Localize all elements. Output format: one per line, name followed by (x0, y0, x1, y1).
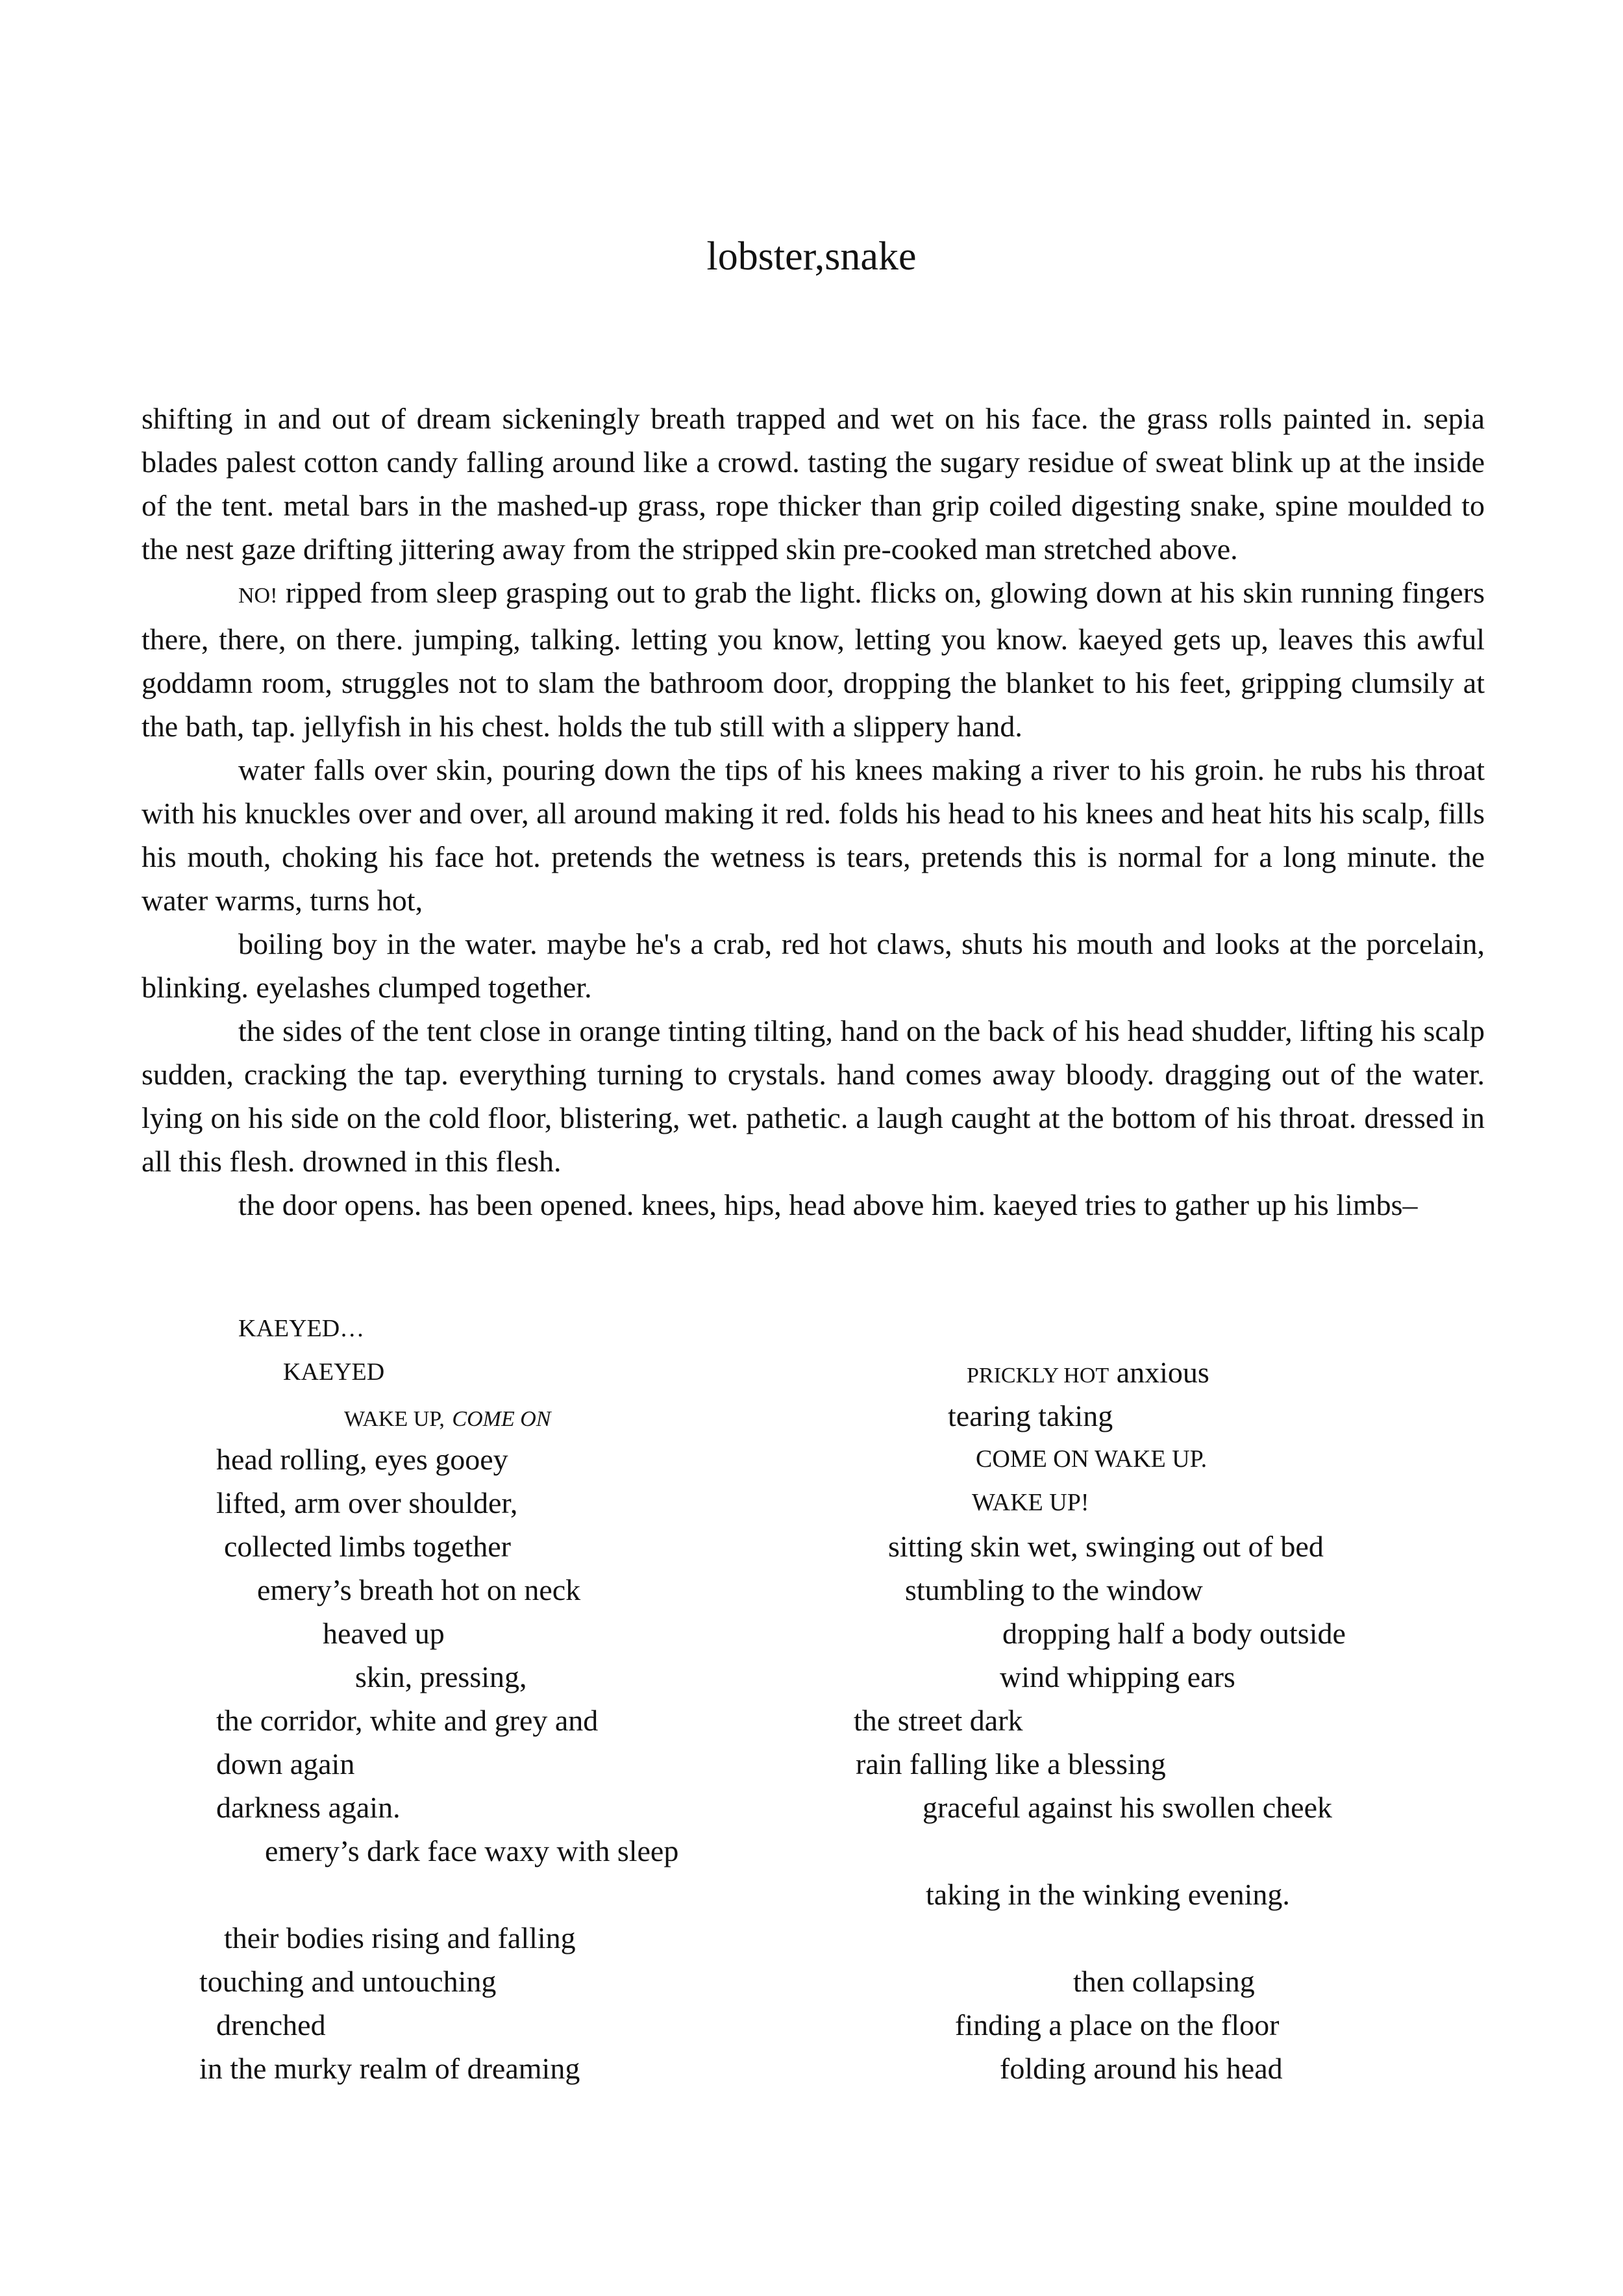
come-on-text: COME ON (452, 1407, 551, 1431)
paragraph-text: ripped from sleep grasping out to grab the light. flicks on, glowing down at his skin running fingers there, there, on there. jumping, talking. letting you know, letting you know. kaeyed gets up, leaves this awful goddamn room, struggles not to slam the bathroom door, dropping the blanket to his feet, gripping clumsily at the bath, tap. jellyfish in his chest. holds the tub still with a slippery hand. (142, 576, 1485, 743)
verse-right-line: sitting skin wet, swinging out of bed (888, 1530, 1324, 1563)
paragraph: boiling boy in the water. maybe he's a crab, red hot claws, shuts his mouth and looks at the porcelain, blinking. eyelashes clumped together. (142, 927, 1485, 1004)
verse-right-line: rain falling like a blessing (856, 1747, 1166, 1780)
verse-right-line: COME ON WAKE UP. (976, 1445, 1208, 1473)
verse-right-line: wind whipping ears (1000, 1660, 1235, 1693)
paragraph: water falls over skin, pouring down the tips of his knees making a river to his groin. he rubs his throat with his knuckles over and over, all around making it red. folds his head to his knees and heat hits his scalp, fills his mouth, choking his face hot. pretends the wetness is tears, pretends this is normal for a long minute. the water warms, turns hot, (142, 753, 1485, 917)
page-title: lobster,snake (706, 234, 917, 279)
verse-left-line: collected limbs together (224, 1530, 511, 1563)
paragraph: shifting in and out of dream sickeningly breath trapped and wet on his face. the grass rolls painted in. sepia blades palest cotton candy falling around like a crowd. tasting the sugary residue of sweat blink up at the inside of the tent. metal bars in the mashed-up grass, rope thicker than grip coiled digesting snake, spine moulded to the nest gaze drifting jittering away from the stripped skin pre-cooked man stretched above. (142, 402, 1485, 566)
verse-right-line: finding a place on the floor (955, 2008, 1280, 2041)
verse-left-line: darkness again. (216, 1791, 401, 1824)
verse-left-line: head rolling, eyes gooey (216, 1443, 508, 1476)
prose-body (142, 397, 1485, 1227)
verse-left-line: in the murky realm of dreaming (199, 2052, 580, 2085)
shout-text: NO! (238, 584, 278, 608)
prickly-hot-text: PRICKLY HOT (967, 1364, 1109, 1388)
paragraph: the door opens. has been opened. knees, hips, head above him. kaeyed tries to gather up his limbs– (238, 1188, 1418, 1221)
verse-right-line: folding around his head (1000, 2052, 1283, 2085)
verse-right-line: the street dark (854, 1704, 1023, 1737)
verse-left-line: touching and untouching (199, 1965, 497, 1998)
verse-right-line (967, 1351, 1209, 1397)
paragraph (142, 571, 1485, 748)
verse-left-line: lifted, arm over shoulder, (216, 1486, 518, 1519)
verse-right-line: tearing taking (948, 1399, 1113, 1432)
verse-left-line: skin, pressing, (355, 1660, 527, 1693)
verse-call: KAEYED (283, 1358, 385, 1386)
verse-call (344, 1394, 551, 1441)
verse-left-line: emery’s dark face waxy with sleep (265, 1834, 679, 1867)
verse-left-line: the corridor, white and grey and (216, 1704, 599, 1737)
verse-right-line: dropping half a body outside (1002, 1617, 1346, 1650)
wake-up-text: WAKE UP, (344, 1407, 445, 1431)
anxious-text: anxious (1109, 1356, 1209, 1389)
verse-right-line: taking in the winking evening. (926, 1878, 1290, 1911)
verse-right-line: WAKE UP! (972, 1489, 1089, 1516)
verse-call: KAEYED… (238, 1315, 365, 1342)
verse-right-line: stumbling to the window (905, 1573, 1203, 1606)
verse-left-line: down again (216, 1747, 355, 1780)
verse-left-line: drenched (216, 2008, 326, 2041)
verse-left-line: their bodies rising and falling (224, 1921, 576, 1954)
paragraph: the sides of the tent close in orange tinting tilting, hand on the back of his head shudder, lifting his scalp sudden, cracking the tap. everything turning to crystals. hand comes away bloody. dragging out of the water. lying on his side on the cold floor, blistering, wet. pathetic. a laugh caught at the bottom of his throat. dressed in all this flesh. drowned in this flesh. (142, 1014, 1485, 1178)
verse-right-line: graceful against his swollen cheek (923, 1791, 1332, 1824)
verse-right-line: then collapsing (1073, 1965, 1255, 1998)
verse-left-line: emery’s breath hot on neck (257, 1573, 581, 1606)
verse-left-line: heaved up (323, 1617, 445, 1650)
